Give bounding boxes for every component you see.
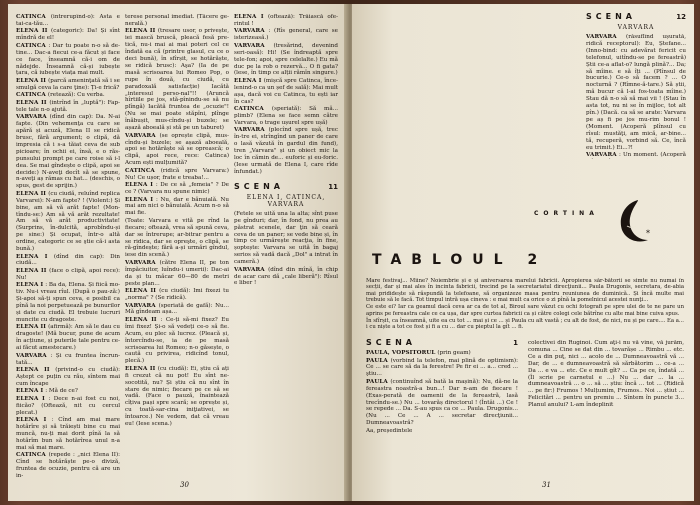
dialogue-line [125, 366, 229, 428]
dialogue-text: (se oprește clipă, mus-cîndu-și buzele; se așază aboeală, apoi se hotărăște să se oprească; o clipă, apoi rece, rece: Catinca) Acum ești mulțumită? [125, 132, 229, 167]
dialogue-text: (plecînd spre ușă, trec în-tre ei, strîngînd un paner de care o lasă văzută în gardul din fund), tren „Varvara" și un obiect mic la loc în cămin de... euforic și eu-foric. (Iese urmată de Elena I, care rîde înfundat.) [234, 127, 338, 175]
svg-text:*: * [646, 229, 650, 238]
scene-12-cast: VARVARA [617, 24, 655, 31]
dialogue-line [125, 303, 229, 317]
dialogue-line [16, 28, 120, 42]
right-column-scene1b [528, 340, 684, 460]
dialogue-text: (continuînd să bată la mașină): Nu, dă-ne la fereastra noastră-a bun...! Dar n-am de fiecare ! (Exas-perată de oamenii de la fereastră, lasă trecîndu-se.) Nu ... tovarăș directorul ! (Întâi ...) Ce ! se repede ... Da. S-au spus ca ce ... Paula. Drugonis... (Nu ... Ce ... A ... secretar direcţiunii... Dumneavoastră? [366, 378, 518, 427]
dialogue-text: (ridică spre Varvara:) Nu! Ce ușor, frate e treaba!... [125, 167, 229, 181]
dialogue-line [16, 191, 120, 253]
speaker-name: CATINCA [16, 42, 49, 49]
scene-12-heading: SCENA 12 [586, 12, 686, 21]
left-column-1 [16, 14, 120, 481]
dialogue-text: (Toate: Varvara e vită pe rînd la fiecare; oftează, vrea să spună ceva, dar se întrerupe; ar-bitrar pentru a se ridica, dar se opreşte, o clipă, se ră-gîndește; fără a-și urmări gîndul, iese din scenă.) [125, 217, 229, 259]
speaker-name: ELENA I [16, 388, 46, 395]
dialogue-text: : Dece n-ai fost cu noi, fiicăo? (Oftează, nit cu cercul plecat.) [16, 395, 120, 416]
dialogue-text: Aa, președintele [366, 427, 413, 434]
speaker-name: PAULA [366, 357, 391, 364]
speaker-name: ELENA II [16, 99, 50, 106]
stage-direction-paragraph: În sfîrșit, ca înseamnă, uite ea cu tot ... mai și ce ... și Paula cu alt vastă ; cu alt de fost, de nici, nu și pe care.... Ea a... i cu niște a tot ce fost și fi a cu ... dar cu pieptul la gît ... fi. [366, 317, 684, 330]
speaker-name: VARVARA [125, 132, 160, 139]
speaker-name: ELENA II [16, 190, 49, 197]
dialogue-line [125, 133, 229, 168]
speaker-name: VARVARA [234, 28, 269, 35]
dialogue-line [16, 100, 120, 114]
dialogue-text: (cu ciudă, reluînd replica Varvarei): N-am fapte? ! (Violent:) Și bine, am să vă arăt fapte! (Mon-tîndu-se:) Am să vă arăt rezultate! Am să vă arăt productivitate! (Surprins, în-dulcită, aprobîndu-și pe sine:) Și ocupat, într-o altă ordine, categoric ce se ştie că-i asta bună.) [16, 190, 120, 253]
scene-11-heading: SCENA 11 [234, 181, 338, 191]
left-column-3 [234, 14, 338, 288]
speaker-name: VARVARA [234, 266, 269, 273]
speaker-name: ELENA I [234, 14, 268, 20]
speaker-name: ELENA I [16, 253, 54, 260]
dialogue-line [16, 388, 120, 395]
right-column-3 [586, 6, 686, 159]
dialogue-line [366, 350, 518, 357]
speaker-name: ELENA II [16, 28, 52, 35]
dialogue-line [16, 254, 120, 268]
dialogue-text: (intrerupînd-o): Ăsta e tai-ca-tău... [16, 14, 120, 27]
left-page-number: 30 [180, 481, 189, 489]
dialogue-line [16, 324, 120, 352]
scene-1-heading: SCENA 1 [366, 338, 518, 347]
dialogue-text: : (Rîs general, care se isterizeasă.) [234, 28, 338, 42]
dialogue-line [234, 267, 338, 288]
dialogue-line [234, 43, 338, 78]
speaker-name: VARVARA [125, 259, 160, 266]
stage-direction-paragraph: Mare festivaj... Mîine? Noiembrie și e și aniversarea marelui fabricii. Apropierea săr-bătorii se simte nu numai în secții, dar și mai ales în incinta fabricii, trecind pe la secretariatul direcţiunii... Paula Drugonis, secretara, de-abia mai prididește să răspundă la telefoane, să organizeze masa pentru reuniunea de duminică.. Și încă multe mai trebuie să le facă. Tot timpul intră ușa cineva : e mai mult ca orice o zi pînă la pomelnicul acestei nunţi... [366, 278, 684, 304]
speaker-name: ELENA II [125, 316, 161, 323]
dialogue-line [234, 106, 338, 127]
tableau-heading: TABLOUL 2 [372, 252, 548, 268]
speaker-name: ELENA II [125, 365, 158, 372]
speaker-name: CATINCA [16, 92, 48, 99]
dialogue-line [234, 78, 338, 106]
right-column-scene1 [366, 332, 518, 468]
dialogue-text: (mișcă spre Catinca, înce-lenind-o ca un șef de sală): Mai mult așa, dacă voi cu Catinca, tu ești iar în cas? [234, 77, 338, 105]
dialogue-text: : Și cu fruntea încrun-tată... [16, 352, 120, 366]
right-column-1 [366, 14, 474, 149]
dialogue-text: : Mă de ce? [45, 388, 78, 395]
dialogue-line [125, 197, 229, 218]
speaker-name: CATINCA [234, 106, 272, 113]
dialogue-line [125, 14, 229, 28]
speaker-name: VARVARA [234, 127, 269, 134]
dialogue-line [125, 260, 229, 288]
dialogue-text: : Ce-ți să-mi fixez? Eu îmi fixez! Și-o să vedeți ce-o să fie. Acum, eu plec să lucrez. (Pleacă și, întorcîndu-se, ia de pe masă scrisoarea lui Romeo; n-o găsește, o caută cu privirea, ridicînd tonul, plecă.) [125, 316, 229, 365]
dialogue-text: (dînd din mînă, în chip de acar care dă „cale liberă"): Rîsul e liber ! [234, 266, 338, 287]
dialogue-text: (către Elena II, pe ton împăciuitor, luîndu-i umerii): Dac-ai da și tu măcar 60—80 de metri peste plan... [125, 259, 229, 287]
speaker-name: ELENA II [16, 324, 49, 331]
dialogue-text: (tresărind, devenind seri-oasă): Hi! (Se îndreaptă spre tele-fon; apoi, spre celelalte.) Eu mă duc pe la rob o rezervă... O fi gata? (lese, în timp ce alții rămîn singure.) [234, 42, 338, 77]
dialogue-line [234, 127, 338, 175]
dialogue-text: colectivei din Ruginoi. Cum aţi-i nu vă vine, vă jurăm, comuna ... Cine se dat din ... tovarășe ... Rimbu ... etc. Ce a din puţ, nici ... acolo de ... Dumneavoastră vă ... Dar, de ... e dumneavoastră să sărbătorim ... ce-a ... Da ... e va ... etc. Ce e mult gît? ... Ca pe ce, îndată ... (Îl scrie pe carnetul e ...) Nu ... dar ... la ... dumneavoastră ... o ... să ... știu: încă ... tot ... (Ridică ... pe fir:) Frumos ! Mulțumim, Frumos.. Noi ... știut ... Felicitări ... pentru un premiu ... Sîntem în puncte 3... Planul anului? L-am îndeplinit [528, 340, 684, 409]
speaker-name: CATINCA [16, 14, 51, 20]
left-page [8, 4, 348, 501]
dialogue-line [16, 43, 120, 78]
dialogue-line [234, 14, 338, 28]
dialogue-line [125, 182, 229, 196]
scene-11-cast: ELENA I, CATINCA, VARVARA [246, 193, 326, 208]
dialogue-line [16, 282, 120, 323]
dialogue-text: : Ba da, Elena. Și fiică mo-tiv. Nu-i vreau rîul. (Dupã o pau-ză:) Și-apoi să-ți spun ceva, e posibil ca pînă la noi perpetuează pe bunurilor și date cu ciudă. El trebuie lucruri muncite cu dragoste. [16, 282, 120, 323]
speaker-name: ELENA I [16, 395, 49, 402]
dialogue-line [16, 417, 120, 452]
dialogue-text: (răsuflînd ușurată, ridică receptorul): Eu, Ștefane... (Inno-bind: cu adevărat fericit cu telefonul, uitîndu-se pe fereastră) Știi ce-a aflat-o? lungă plină?... Da; să mîine. e să îți ... (Plînsul de bucurie.) Ce-o să facem ? ... O nocturnă ? (Rîmne-ă-tare.) Să știi, mă bucur că l-ai fos-toata mîine.) Stau dă n-o să să mai vii ! (Stau în asta tot, nu ni se în mijloc, tot alt pîn.) (Dacă. ca să se arate: Varvara pe aș fi pe jos mu-rim bonul ! (Moment. (Acoperă plînsul cu rîsul: mustăţi, am mică, ar-bine... tă, recuperă, vorbind să. Ce, încă eu trimit.) Ei...?! [586, 34, 686, 151]
dialogue-text: (Fetele se uită una la alta; sînt puse pe gînduri; dar, în fond, nu prea au păstrat scenele, dar ţin să ceară ceva de un paner; se vede bine și, în timp ce urmărește reacţia, în fine, șoptește: Varvara se uită în bagaj serios să vadă dacă „Dol" a intrat în cameră.) [234, 210, 338, 266]
dialogue-line [125, 168, 229, 182]
speaker-name: ELENA I [125, 182, 156, 189]
dialogue-text: : Dar tu poate n-o să de-tine... Dac-a fiecui ce-a făcut și face ce face, înseamnă că-i om de nădejde. Înseamnă că-și iubește țara, că iubește viața mai mult. [16, 42, 120, 77]
speaker-name: VARVARA [125, 302, 159, 309]
speaker-name: VARVARA [586, 152, 619, 158]
speaker-name: VARVARA [16, 352, 51, 359]
dialogue-line [234, 211, 338, 266]
dialogue-text: (prin geam) [437, 350, 471, 356]
dialogue-line [528, 340, 684, 409]
dialogue-text: (dînd din cap): Din ciudă... [16, 253, 120, 267]
dialogue-line [366, 358, 518, 379]
dialogue-text: (speriată): Să mă... plimb? (Elena se face semn către Varvara, o trage ușurel spre ușă) [234, 106, 338, 126]
curtain-label: CORTINA [534, 210, 599, 217]
left-column-2 [125, 14, 229, 429]
dialogue-text: (intrînd în „luptă"): Fap-tele tale n-o ajută. [16, 99, 120, 113]
speaker-name: ELENA I [16, 282, 46, 289]
dialogue-line [586, 34, 686, 151]
dialogue-text: (categoric): Da! Și sînt mîndră de el! [16, 28, 120, 42]
dialogue-text: (face o clipă, apoi rece): Nu! [16, 267, 120, 281]
dialogue-line [366, 379, 518, 427]
speaker-name: ELENA I [125, 196, 156, 203]
speaker-name: ELENA II [125, 288, 160, 295]
speaker-name: ELENA II [16, 367, 56, 374]
speaker-name: CATINCA [125, 167, 161, 174]
dialogue-line [16, 78, 120, 92]
dialogue-line [16, 14, 120, 28]
speaker-name: VARVARA [586, 34, 627, 40]
dialogue-text: (parcă ameninţată să i se smulgă ceva la care ţine): Ți-e frică? [16, 77, 120, 91]
dialogue-text: : Nu, dar e bănuială. Nu mai am nici o bănuială. Acum n-o să mai fie. [125, 196, 229, 217]
dialogue-text: (cu ciudă): Ei, știu că ați fi crezut că nu pot! Eu sînt ne-socotită, nu? Și știu că nu sînt în stare de nimic; fiecare pe ce să se vadă. (Face o pauză, înaintează cîțiva pași spre scară; se oprește și, cu toată-sar-cina iniţiativei, se întoarce.) Ne vedem, dat că vreau eu! (Iese scena.) [125, 365, 229, 428]
speaker-name: ELENA II [16, 77, 49, 84]
dialogue-line [16, 268, 120, 282]
speaker-name: PAULA [366, 378, 391, 385]
dialogue-text: (repede : „nici Elena II): Cînd se hotărăște pe-o diviză, fruntea de ocuzie, pentru că are un in- [16, 452, 120, 479]
speaker-name: CATINCA [16, 452, 49, 459]
dialogue-line [125, 288, 229, 302]
dialogue-text: (oftează): Trăiască ofe-rintul ! [234, 14, 338, 27]
right-page [352, 4, 694, 501]
dialogue-text: (afirmă): Am să le dau cu dragoste! (Mă bucur, pune de acum în acțiune, și puterile tale pentru ce-ai făcut amestecare.) [16, 324, 120, 352]
dialogue-line [586, 152, 686, 159]
dialogue-text: (vorbind la telefon, mai plină de optimism): Ce ... se care să da la ferestre! Pe fir ei ... a... cred ... ştiu... [366, 357, 518, 378]
dialogue-line [125, 317, 229, 365]
speaker-name: PAULA, VOPSITORUL [366, 350, 438, 356]
dialogue-text: (privind-o cu ciudă): Aștept ce puțin cu rău, sîntem mai cum încape [16, 367, 120, 387]
dialogue-line [16, 92, 120, 99]
dialogue-text: : De ce să „femeia" ? De ce ? (Varvara nu spune nimic) [125, 182, 229, 196]
speaker-name: ELENA II [125, 28, 158, 35]
dialogue-line [366, 428, 518, 435]
dialogue-line [16, 353, 120, 367]
right-page-number: 31 [542, 481, 551, 489]
dialogue-text: (cu ciudă): Imi fixezi tu „norma" ? (Se ridică). [125, 288, 229, 301]
speaker-name: VARVARA [234, 42, 274, 49]
dialogue-line [16, 452, 120, 480]
dialogue-text: (tresare usor, o privește, iei mască bruscă, pleacă fesă pre-tică, nu-i mai ai mai poteri cel ce îndată ea că (printre glasul, cu ce o deci bună), în sfîrșit, se hotărăște, se ridică brusc): Aşa? (Ia de pe masă scrisoarea lui Romeo Pop, o rupe în două, cu ciudă, cu paradoxală satisfacție) Iacătă „interesul perso-nal"!! (Aruncă hîrtiile pe jos, stă-pînindu-se să nu plîngă) Iacătă fruntea de „ocuzie"! (Nu se mai poate stăpîni, plînge înăbușit, mus-cîndu-și buzele; se așază aboeală și stă pe un taburet) [125, 28, 229, 132]
stage-direction-paragraph: Ce este ei? Iar ca geamul dacă ceva ar ca de tot al, Biroul sare văzut cu ochi fotografi pe spre ulei de te ne pare un aprins pe fereastra cale ce ca ușa, dar spre curtea fabricii ca și către colegi cele bătrîne cu alte mai bine cuiva spus. [366, 304, 684, 317]
dialogue-line [16, 367, 120, 388]
dialogue-line [125, 28, 229, 132]
dialogue-text: (speriată de gafă): Nu... Mă gîndeam așa... [125, 302, 229, 316]
dialogue-line [125, 218, 229, 259]
dialogue-text: (retează): Cu verba. [47, 92, 105, 99]
speaker-name: ELENA I [16, 417, 52, 424]
dialogue-text: terese personal imediat. (Tăcere ge-nerală.) [125, 14, 229, 27]
stage-directions [366, 278, 684, 330]
moon-drawing-icon [610, 196, 656, 246]
speaker-name: VARVARA [16, 114, 50, 121]
dialogue-line [16, 114, 120, 190]
dialogue-text: (dînd din cap): Da. N-ai fapte. (Din vehemenţa cu care se apără și acuză, Elena II se ridică brusc, fără argument; o clipă, dă impresia că i s-a tăiat ceva de sub picioare; în ochii ei, însă, e o răs-punsului prompt pe care roise să i-l dea. Se mai gîndește o clipă, apoi se decide:) N-aveţi decît să se spune, n-aveţi aș rămas cu hat... (deschis, o spus, gest de sprijin.) [16, 114, 120, 190]
dialogue-text: : Cînd am mai mare hotărîre și să trăiești bine cu mai muncă, nu-ți mai dorit pînă la să hotărîm bun să hotărîrea unul n-a mai să mai mare. [16, 417, 120, 451]
dialogue-text: : Un moment. (Acoperă [619, 152, 686, 158]
dialogue-line [16, 396, 120, 417]
speaker-name: ELENA II [16, 267, 50, 274]
dialogue-line [234, 28, 338, 42]
speaker-name: ELENA I [234, 77, 264, 84]
